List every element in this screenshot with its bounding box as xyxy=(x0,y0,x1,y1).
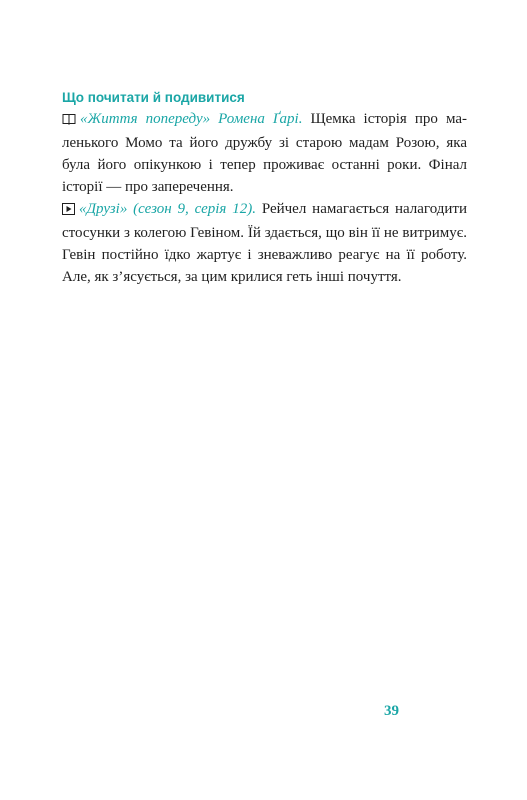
main-content xyxy=(62,88,467,288)
recommendation-book xyxy=(62,108,467,198)
series-reference: «Друзі» (сезон 9, серія 12). xyxy=(79,201,256,217)
book-icon xyxy=(62,110,76,132)
series-description: Рейчел намагається налагодити стосунки з колегою Гевіном. Їй здається, що він її не витримує. Гевін постійно їдко жартує і зневажливо реагує на її роботу. Але, як з’ясується, за цим крилися геть інші почуття. xyxy=(62,201,467,285)
book-description: Щемка історія про маленького Момо та його дружбу зі старою мадам Розою, яка була його опікункою і тепер проживає останні роки. Фінал історії — про заперечення. xyxy=(62,111,467,195)
page-number: 39 xyxy=(384,703,399,719)
section-heading: Що почитати й подивитися xyxy=(62,90,245,105)
play-icon xyxy=(62,200,75,222)
recommendation-series xyxy=(62,198,467,288)
book-reference: «Життя попереду» Ромена Ґарі. xyxy=(80,111,303,127)
